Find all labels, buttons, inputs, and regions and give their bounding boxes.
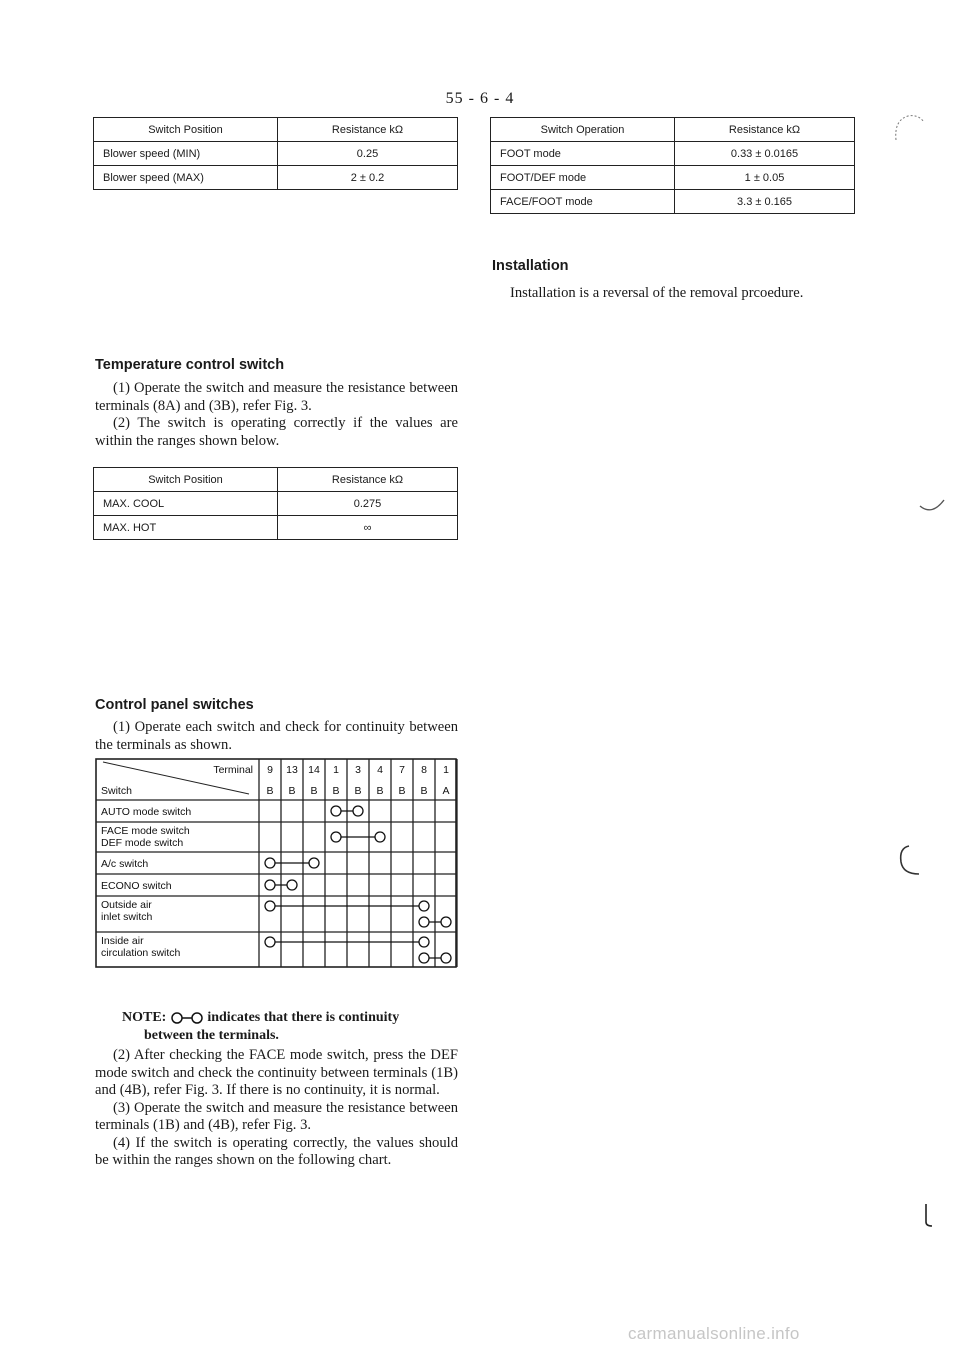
page-number: 55 - 6 - 4	[445, 90, 515, 107]
table-cell: Blower speed (MAX)	[94, 166, 278, 190]
continuity-table	[95, 758, 459, 999]
table-header: Switch Position	[94, 468, 278, 492]
continuity-terminal-circle	[441, 953, 451, 963]
terminal-number: 3	[355, 764, 361, 776]
terminal-letter: B	[420, 785, 428, 797]
terminal-number: 7	[399, 764, 405, 776]
table-cell: 1 ± 0.05	[675, 166, 855, 190]
scan-mark-3	[895, 840, 935, 880]
installation-heading: Installation	[492, 258, 569, 274]
switch-label: circulation switch	[101, 947, 181, 959]
table-cell: FOOT mode	[491, 142, 675, 166]
table-cell: MAX. HOT	[94, 516, 278, 540]
scan-mark-4	[920, 1200, 940, 1230]
terminal-number: 1	[333, 764, 339, 776]
table-cell: MAX. COOL	[94, 492, 278, 516]
note-line-1: indicates that there is continuity	[207, 1010, 400, 1025]
temperature-steps	[95, 380, 458, 450]
continuity-terminal-circle	[419, 901, 429, 911]
continuity-terminal-circle	[419, 953, 429, 963]
temperature-step-2: (2) The switch is operating correctly if the values are within the ranges shown below.	[95, 415, 458, 449]
continuity-terminal-circle	[375, 832, 385, 842]
terminal-number: 14	[308, 764, 320, 776]
terminal-letter: B	[354, 785, 362, 797]
table-cell: 3.3 ± 0.165	[675, 190, 855, 214]
terminal-letter: B	[266, 785, 274, 797]
switch-label: FACE mode switch	[101, 825, 190, 837]
switch-label: DEF mode switch	[101, 837, 184, 849]
table-cell: Blower speed (MIN)	[94, 142, 278, 166]
control-panel-step-3: (3) Operate the switch and measure the resistance between terminals (1B) and (4B), refer Fig. 3.	[95, 1099, 458, 1133]
table-cell: FACE/FOOT mode	[491, 190, 675, 214]
control-panel-step-1-text: (1) Operate each switch and check for continuity between the terminals as shown.	[95, 719, 458, 753]
corner-terminal-label: Terminal	[213, 764, 253, 776]
table-header: Switch Operation	[491, 118, 675, 142]
continuity-terminal-circle	[419, 937, 429, 947]
footer-watermark: carmanualsonline.info	[628, 1324, 800, 1343]
note-label: NOTE:	[122, 1010, 167, 1025]
continuity-terminal-circle	[331, 832, 341, 842]
continuity-terminal-circle	[287, 880, 297, 890]
switch-label: AUTO mode switch	[101, 806, 192, 818]
control-panel-step-1	[95, 719, 458, 754]
table-cell: 0.33 ± 0.0165	[675, 142, 855, 166]
continuity-terminal-circle	[265, 937, 275, 947]
switch-label: Outside air	[101, 899, 152, 911]
terminal-number: 9	[267, 764, 273, 776]
continuity-symbol-icon	[170, 1011, 204, 1025]
continuity-note	[122, 1009, 462, 1045]
continuity-terminal-circle	[331, 806, 341, 816]
corner-switch-label: Switch	[101, 785, 132, 797]
terminal-letter: A	[442, 785, 450, 797]
continuity-terminal-circle	[353, 806, 363, 816]
control-panel-step-2: (2) After checking the FACE mode switch, press the DEF mode switch and check the continuity between terminals (1B) and (4B), refer Fig. 3. If there is no continuity, it is normal.	[95, 1047, 458, 1098]
table-cell: ∞	[278, 516, 458, 540]
blower-resistance-table	[93, 117, 458, 190]
temperature-heading: Temperature control switch	[95, 357, 285, 373]
terminal-letter: B	[398, 785, 406, 797]
terminal-letter: B	[332, 785, 340, 797]
continuity-terminal-circle	[441, 917, 451, 927]
mode-resistance-table	[490, 117, 855, 214]
switch-label: inlet switch	[101, 911, 153, 923]
table-header: Resistance kΩ	[278, 118, 458, 142]
table-header: Switch Position	[94, 118, 278, 142]
terminal-number: 4	[377, 764, 383, 776]
continuity-terminal-circle	[265, 880, 275, 890]
terminal-number: 1	[443, 764, 449, 776]
note-line-2: between the terminals.	[144, 1028, 279, 1043]
table-header: Resistance kΩ	[675, 118, 855, 142]
temperature-resistance-table	[93, 467, 458, 540]
terminal-letter: B	[376, 785, 384, 797]
control-panel-steps	[95, 1047, 458, 1170]
terminal-number: 8	[421, 764, 427, 776]
table-cell: 2 ± 0.2	[278, 166, 458, 190]
table-cell: 0.275	[278, 492, 458, 516]
switch-label: Inside air	[101, 935, 144, 947]
scan-mark-2	[918, 488, 948, 518]
terminal-letter: B	[288, 785, 296, 797]
table-cell: 0.25	[278, 142, 458, 166]
scan-mark-1	[890, 108, 930, 148]
terminal-number: 13	[286, 764, 298, 776]
terminal-letter: B	[310, 785, 318, 797]
temperature-step-1: (1) Operate the switch and measure the resistance between terminals (8A) and (3B), refer Fig. 3.	[95, 380, 458, 414]
table-cell: FOOT/DEF mode	[491, 166, 675, 190]
control-panel-heading: Control panel switches	[95, 697, 254, 713]
continuity-terminal-circle	[309, 858, 319, 868]
switch-label: A/c switch	[101, 858, 149, 870]
continuity-terminal-circle	[419, 917, 429, 927]
switch-label: ECONO switch	[101, 880, 172, 892]
continuity-terminal-circle	[265, 901, 275, 911]
control-panel-step-4: (4) If the switch is operating correctly, the values should be within the ranges shown on the following chart.	[95, 1134, 458, 1168]
table-header: Resistance kΩ	[278, 468, 458, 492]
installation-text: Installation is a reversal of the removal prcoedure.	[510, 285, 804, 301]
continuity-terminal-circle	[265, 858, 275, 868]
